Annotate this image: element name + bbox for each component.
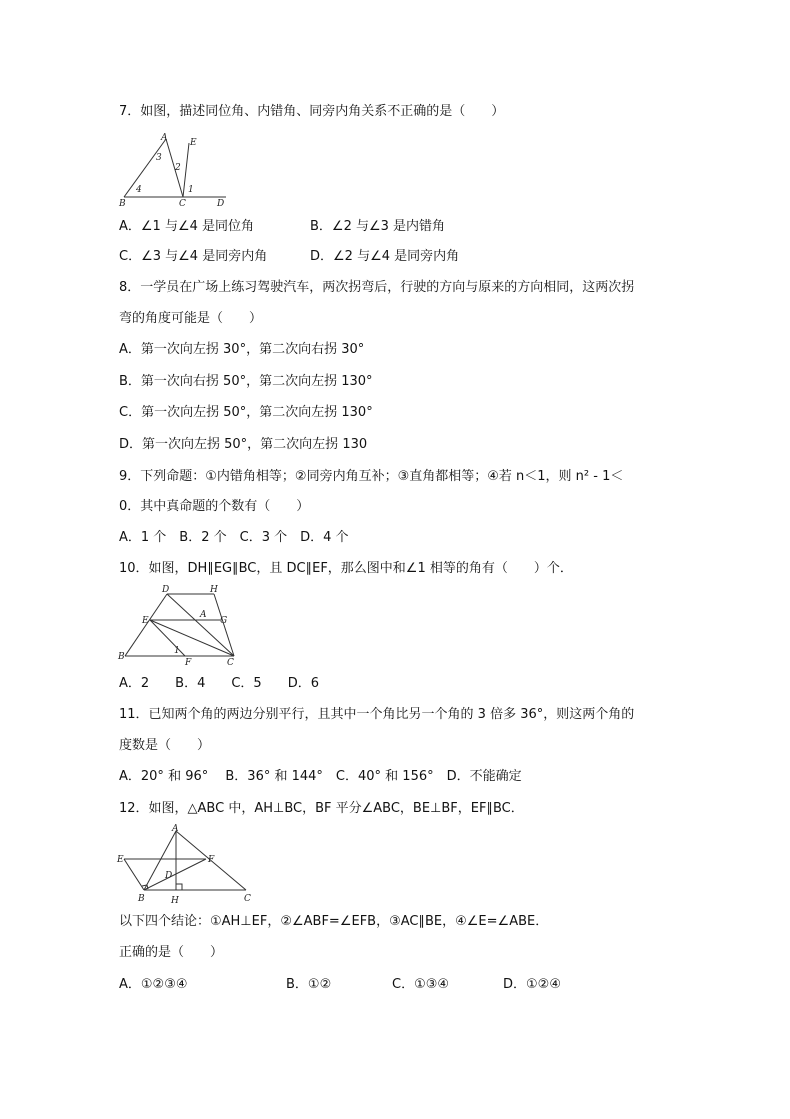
- q12-label-e: E: [117, 855, 124, 865]
- q12-right-angle-h: [176, 884, 182, 890]
- q12-line-ab: [144, 831, 176, 890]
- q9-stem-line-1: 9．下列命题：①内错角相等；②同旁内角互补；③直角都相等；④若 n＜1，则 n² - 1＜: [119, 469, 624, 484]
- q11-stem-line-2: 度数是（ ）: [119, 738, 211, 753]
- q7-label-a: A: [161, 133, 168, 143]
- q12-figure: [116, 823, 256, 905]
- q10-stem: 10．如图，DH∥EG∥BC，且 DC∥EF，那么图中和∠1 相等的角有（ ）个．: [119, 561, 573, 576]
- q12-label-a: A: [172, 824, 179, 834]
- q7-option-c: C．∠3 与∠4 是同旁内角: [119, 249, 268, 264]
- q12-option-d: D．①②④: [503, 977, 561, 992]
- q12-label-d: D: [165, 871, 173, 881]
- q12-option-c: C．①③④: [392, 977, 450, 992]
- q7-label-b: B: [119, 199, 126, 209]
- q10-options: A．2 B．4 C．5 D．6: [119, 676, 319, 691]
- q7-label-d: D: [217, 199, 225, 209]
- q9-options: A．1 个 B．2 个 C．3 个 D．4 个: [119, 530, 349, 545]
- q12-line-eb: [124, 859, 144, 890]
- q7-label-3: 3: [156, 153, 162, 163]
- q11-options: A．20° 和 96° B．36° 和 144° C．40° 和 156° D．不能确定: [119, 769, 522, 784]
- q10-figure: [117, 586, 242, 666]
- q7-option-d: D．∠2 与∠4 是同旁内角: [310, 249, 460, 264]
- q7-figure: [116, 132, 231, 207]
- q10-label-c: C: [227, 658, 234, 668]
- q7-stem: 7．如图，描述同位角、内错角、同旁内角关系不正确的是（ ）: [119, 104, 505, 119]
- q12-label-h: H: [171, 896, 179, 906]
- q12-label-c: C: [244, 894, 251, 904]
- q7-option-b: B．∠2 与∠3 是内错角: [310, 219, 446, 234]
- q7-label-1: 1: [188, 185, 194, 195]
- q8-option-d: D．第一次向左拐 50°，第二次向左拐 130: [119, 437, 368, 452]
- q7-label-c: C: [179, 199, 186, 209]
- q12-line-bf: [144, 859, 206, 890]
- q12-correct-prompt: 正确的是（ ）: [119, 945, 224, 960]
- q7-label-2: 2: [175, 163, 181, 173]
- q12-option-a: A．①②③④: [119, 977, 188, 992]
- q7-option-a: A．∠1 与∠4 是同位角: [119, 219, 255, 234]
- q10-label-f: F: [185, 658, 192, 668]
- q10-line-ef: [150, 620, 185, 656]
- q8-option-c: C．第一次向左拐 50°，第二次向左拐 130°: [119, 405, 373, 420]
- q10-label-h: H: [210, 585, 218, 595]
- q12-label-b: B: [138, 894, 145, 904]
- q9-stem-line-2: 0．其中真命题的个数有（ ）: [119, 499, 310, 514]
- q8-stem-line-1: 8．一学员在广场上练习驾驶汽车，两次拐弯后，行驶的方向与原来的方向相同，这两次拐: [119, 280, 635, 295]
- q12-option-b: B．①②: [286, 977, 332, 992]
- q7-line-ba: [124, 139, 166, 197]
- q12-conclusions: 以下四个结论：①AH⊥EF，②∠ABF=∠EFB，③AC∥BE，④∠E=∠ABE．: [119, 914, 549, 929]
- q7-label-4: 4: [136, 185, 142, 195]
- q10-label-e: E: [142, 616, 149, 626]
- q10-label-1: 1: [174, 646, 180, 656]
- q10-label-b: B: [118, 652, 125, 662]
- q10-label-a: A: [200, 610, 207, 620]
- q10-label-g: G: [220, 616, 228, 626]
- q8-option-a: A．第一次向左拐 30°，第二次向右拐 30°: [119, 342, 365, 357]
- q8-option-b: B．第一次向右拐 50°，第二次向左拐 130°: [119, 374, 373, 389]
- q11-stem-line-1: 11．已知两个角的两边分别平行，且其中一个角比另一个角的 3 倍多 36°，则这两个角的: [119, 707, 635, 722]
- q7-label-e: E: [190, 138, 197, 148]
- q10-label-d: D: [162, 585, 170, 595]
- q12-stem: 12．如图，△ABC 中，AH⊥BC，BF 平分∠ABC，BE⊥BF，EF∥BC．: [119, 801, 524, 816]
- q8-stem-line-2: 弯的角度可能是（ ）: [119, 311, 263, 326]
- q12-label-f: F: [208, 855, 215, 865]
